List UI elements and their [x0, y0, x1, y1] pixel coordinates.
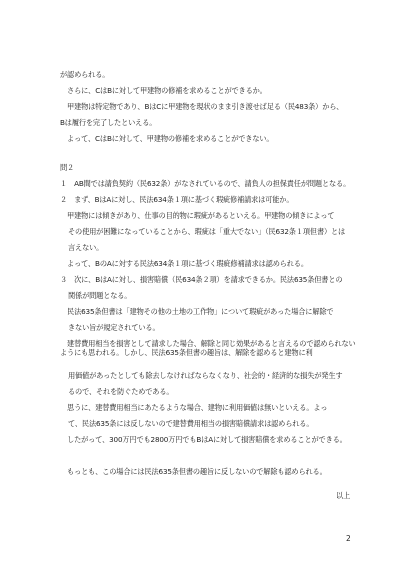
text-paragraph: 建替費用相当を損害として請求した場合、解除と同じ効果があると言えるので認められないようにも思われる。しかし、民法635条但書の趣旨は、解除を認めると建物に利: [60, 339, 356, 357]
text-line: て、民法635条には反しないので建替費用相当の損害賠償請求は認められる。: [68, 419, 314, 428]
closing-mark: 以上: [336, 491, 351, 500]
text-line: が認められる。: [60, 70, 110, 79]
text-line: ２ まず、BはAに対し、民法634条１項に基づく瑕疵修補請求は可能か。: [60, 195, 294, 204]
text-line: 関係が問題となる。: [68, 291, 132, 300]
text-paragraph: したがって、300万円でも2800万円でもBはAに対して損害賠償を求めることができる。: [60, 435, 347, 444]
text-line: 甲建物は特定物であり、BはCに甲建物を現状のまま引き渡せば足る（民483条）から、: [60, 102, 344, 111]
text-line: るので、それを防ぐためである。: [68, 387, 174, 396]
page-number: 2: [346, 534, 351, 543]
text-line: よって、CはBに対して、甲建物の修補を求めることができない。: [60, 134, 274, 143]
text-line: 用価値があったとしても除去しなければならなくなり、社会的・経済的な損失が発生す: [68, 371, 343, 380]
text-line: 思うに、建替費用相当にあたるような場合、建物に利用価値は無いといえる。よっ: [60, 403, 328, 412]
text-line: もっとも、この場合には民法635条但書の趣旨に反しないので解除も認められる。: [60, 467, 327, 476]
text-line: 民法635条但書は「建物その他の土地の工作物」について瑕疵があった場合に解除で: [60, 307, 334, 316]
text-line: きない旨が規定されている。: [68, 323, 160, 332]
text-line: さらに、CはBに対して甲建物の修補を求めることができるか。: [60, 86, 267, 95]
text-line: 甲建物には傾きがあり、仕事の目的物に瑕疵があるといえる。甲建物の傾きによって: [60, 211, 335, 220]
text-line: その使用が困難になっていることから、瑕疵は「重大でない」（民632条１項但書）とは: [68, 227, 346, 236]
text-line: 言えない。: [68, 243, 104, 252]
text-line: １ AB間では請負契約（民632条）がなされているので、請負人の担保責任が問題となる。: [60, 179, 351, 188]
text-line: ３ 次に、BはAに対し、損害賠償（民634条２項）を請求できるか。民法635条但書との: [60, 275, 343, 284]
section-heading: 問２: [60, 163, 75, 172]
text-line: よって、BのAに対する民法634条１項に基づく瑕疵修補請求は認められる。: [60, 259, 308, 268]
text-line: Bは履行を完了したといえる。: [60, 118, 157, 127]
